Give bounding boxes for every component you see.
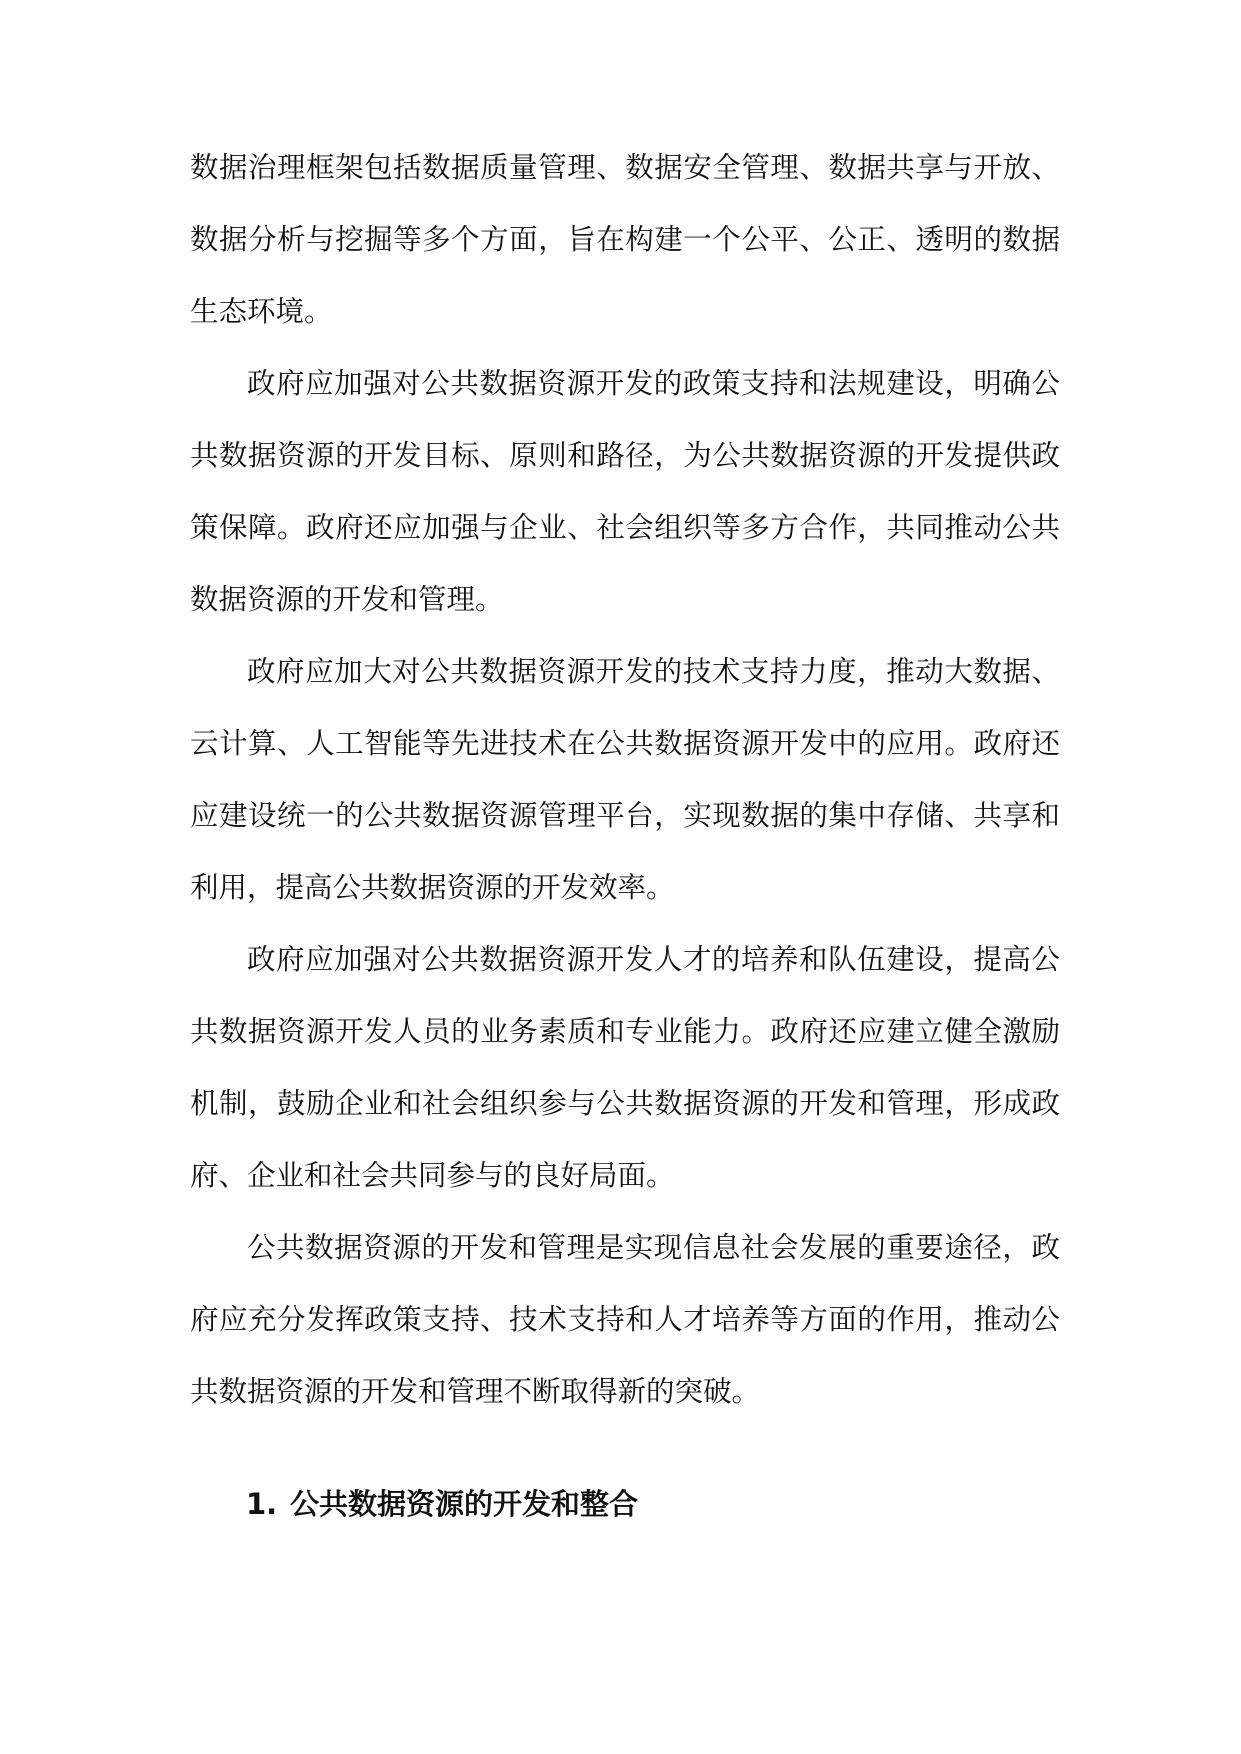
- paragraph-data-governance: 数据治理框架包括数据质量管理、数据安全管理、数据共享与开放、数据分析与挖掘等多个方面，旨在构建一个公平、公正、透明的数据生态环境。: [190, 151, 1060, 328]
- paragraph-conclusion: 公共数据资源的开发和管理是实现信息社会发展的重要途径，政府应充分发挥政策支持、技术支持和人才培养等方面的作用，推动公共数据资源的开发和管理不断取得新的突破。: [190, 1231, 1060, 1408]
- document-body: [190, 132, 1060, 1540]
- paragraph-technical-support: 政府应加大对公共数据资源开发的技术支持力度，推动大数据、云计算、人工智能等先进技术在公共数据资源开发中的应用。政府还应建设统一的公共数据资源管理平台，实现数据的集中存储、共享和利用，提高公共数据资源的开发效率。: [190, 655, 1060, 904]
- section-heading-text: 公共数据资源的开发和整合: [290, 1487, 639, 1521]
- paragraph-policy-support: 政府应加强对公共数据资源开发的政策支持和法规建设，明确公共数据资源的开发目标、原则和路径，为公共数据资源的开发提供政策保障。政府还应加强与企业、社会组织等多方合作，共同推动公共数据资源的开发和管理。: [190, 367, 1060, 616]
- paragraph-talent-cultivation: 政府应加强对公共数据资源开发人才的培养和队伍建设，提高公共数据资源开发人员的业务素质和专业能力。政府还应建立健全激励机制，鼓励企业和社会组织参与公共数据资源的开发和管理，形成政府、企业和社会共同参与的良好局面。: [190, 943, 1060, 1192]
- section-heading-number: 1.: [246, 1487, 278, 1521]
- section-heading: [190, 1468, 1060, 1540]
